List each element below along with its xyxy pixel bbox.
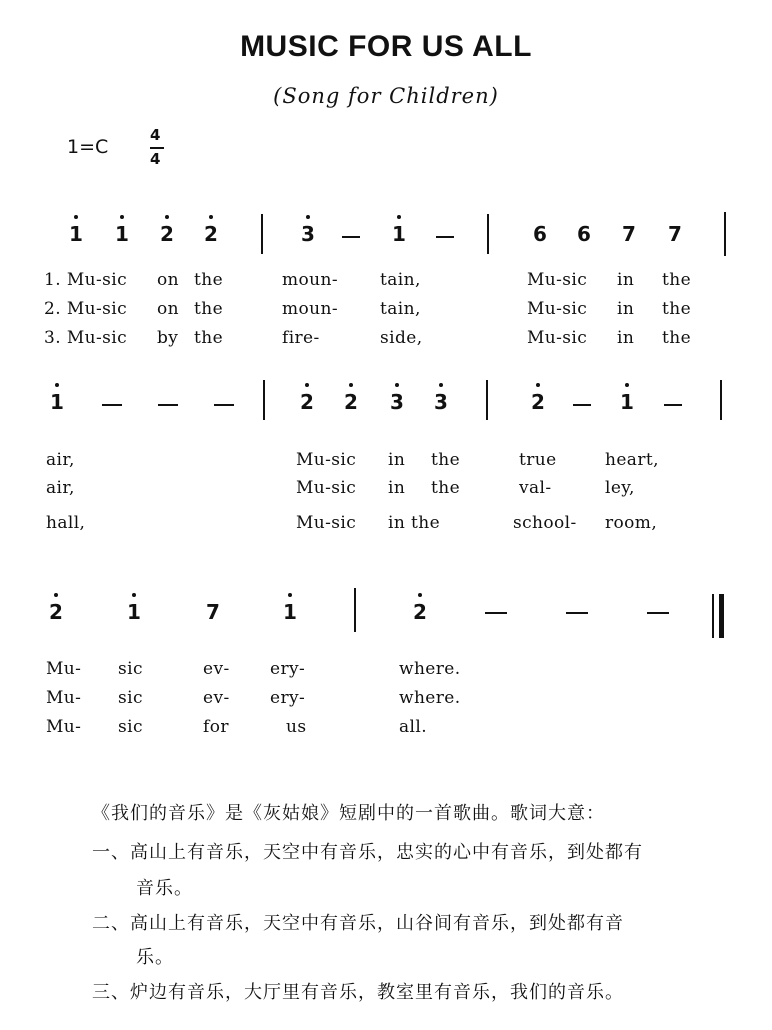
- note: 7: [206, 600, 220, 624]
- note-dash: [342, 236, 360, 238]
- barline: [486, 380, 488, 420]
- note-dash: [214, 404, 234, 406]
- note-dash: [566, 612, 588, 614]
- barline: [263, 380, 265, 420]
- note: 7: [622, 222, 636, 246]
- lyric-syllable: on: [157, 299, 179, 319]
- lyric-syllable: sic: [118, 659, 143, 679]
- lyric-syllable: the: [662, 299, 692, 319]
- notes-intro: 《我们的音乐》是《灰姑娘》短剧中的一首歌曲。歌词大意：: [92, 803, 605, 824]
- lyric-syllable: us: [286, 717, 307, 737]
- lyric-syllable: where.: [399, 688, 461, 708]
- note: 2: [527, 390, 549, 414]
- lyric-syllable: Mu-: [46, 717, 82, 737]
- lyric-syllable: Mu-sic: [296, 513, 357, 533]
- lyric-syllable: school-: [513, 513, 577, 533]
- note: 3: [297, 222, 319, 246]
- lyric-syllable: 3. Mu-sic: [44, 328, 128, 348]
- note: 3: [430, 390, 452, 414]
- barline: [261, 214, 263, 254]
- note-dash: [664, 404, 682, 406]
- note-dash: [158, 404, 178, 406]
- lyric-syllable: the: [662, 270, 692, 290]
- lyric-syllable: Mu-sic: [527, 270, 588, 290]
- lyric-syllable: in: [617, 328, 635, 348]
- lyric-syllable: all.: [399, 717, 428, 737]
- notes-verse-1: 一、高山上有音乐，天空中有音乐，忠实的心中有音乐，到处都有: [92, 842, 643, 863]
- note: 6: [577, 222, 591, 246]
- lyric-syllable: where.: [399, 659, 461, 679]
- lyric-syllable: sic: [118, 717, 143, 737]
- note: 7: [668, 222, 682, 246]
- barline: [720, 380, 722, 420]
- lyric-syllable: Mu-sic: [296, 450, 357, 470]
- lyric-syllable: 1. Mu-sic: [44, 270, 128, 290]
- barline: [724, 212, 726, 256]
- time-signature-top: 4: [150, 126, 161, 144]
- note: 1: [46, 390, 68, 414]
- lyric-syllable: moun-: [282, 270, 338, 290]
- lyric-syllable: Mu-sic: [527, 328, 588, 348]
- barline: [354, 588, 356, 632]
- lyric-syllable: fire-: [282, 328, 320, 348]
- lyric-syllable: Mu-sic: [527, 299, 588, 319]
- note: 1: [279, 600, 301, 624]
- notes-verse-3: 三、炉边有音乐，大厅里有音乐，教室里有音乐，我们的音乐。: [92, 982, 624, 1003]
- notes-verse-2-cont: 乐。: [136, 947, 174, 968]
- lyric-syllable: true: [519, 450, 557, 470]
- song-subtitle: (Song for Children): [273, 84, 499, 108]
- lyric-syllable: on: [157, 270, 179, 290]
- barline: [487, 214, 489, 254]
- note: 2: [409, 600, 431, 624]
- lyric-syllable: the: [431, 478, 461, 498]
- lyric-syllable: in: [388, 450, 406, 470]
- lyric-syllable: air,: [46, 478, 75, 498]
- lyric-syllable: Mu-sic: [296, 478, 357, 498]
- lyric-syllable: 2. Mu-sic: [44, 299, 128, 319]
- note: 2: [296, 390, 318, 414]
- final-barline-thick: [719, 594, 724, 638]
- lyric-syllable: by: [157, 328, 179, 348]
- note: 1: [65, 222, 87, 246]
- lyric-syllable: ev-: [203, 659, 230, 679]
- lyric-syllable: hall,: [46, 513, 86, 533]
- lyric-syllable: side,: [380, 328, 423, 348]
- note: 1: [111, 222, 133, 246]
- note: 1: [388, 222, 410, 246]
- lyric-syllable: in: [617, 299, 635, 319]
- lyric-syllable: Mu-: [46, 659, 82, 679]
- lyric-syllable: air,: [46, 450, 75, 470]
- lyric-syllable: in the: [388, 513, 441, 533]
- lyric-syllable: tain,: [380, 270, 421, 290]
- note: 1: [123, 600, 145, 624]
- lyric-syllable: room,: [605, 513, 658, 533]
- note-dash: [573, 404, 591, 406]
- lyric-syllable: tain,: [380, 299, 421, 319]
- lyric-syllable: heart,: [605, 450, 659, 470]
- lyric-syllable: moun-: [282, 299, 338, 319]
- lyric-syllable: the: [662, 328, 692, 348]
- lyric-syllable: the: [194, 299, 224, 319]
- note: 2: [340, 390, 362, 414]
- notes-verse-1-cont: 音乐。: [136, 878, 193, 899]
- note: 2: [200, 222, 222, 246]
- note-dash: [436, 236, 454, 238]
- lyric-syllable: ery-: [270, 688, 306, 708]
- lyric-syllable: the: [431, 450, 461, 470]
- note-dash: [647, 612, 669, 614]
- note: 1: [616, 390, 638, 414]
- note: 6: [533, 222, 547, 246]
- lyric-syllable: in: [388, 478, 406, 498]
- lyric-syllable: val-: [519, 478, 552, 498]
- note-dash: [102, 404, 122, 406]
- time-signature-divider: [150, 147, 164, 149]
- lyric-syllable: ev-: [203, 688, 230, 708]
- time-signature-bottom: 4: [150, 150, 161, 168]
- lyric-syllable: ery-: [270, 659, 306, 679]
- note: 3: [386, 390, 408, 414]
- notes-verse-2: 二、高山上有音乐，天空中有音乐，山谷间有音乐，到处都有音: [92, 913, 624, 934]
- note: 2: [45, 600, 67, 624]
- lyric-syllable: Mu-: [46, 688, 82, 708]
- song-title: MUSIC FOR US ALL: [240, 30, 532, 63]
- key-signature: 1=C: [67, 136, 109, 158]
- lyric-syllable: for: [203, 717, 229, 737]
- note-dash: [485, 612, 507, 614]
- lyric-syllable: the: [194, 328, 224, 348]
- lyric-syllable: ley,: [605, 478, 635, 498]
- lyric-syllable: in: [617, 270, 635, 290]
- lyric-syllable: sic: [118, 688, 143, 708]
- final-barline-thin: [712, 594, 714, 638]
- note: 2: [156, 222, 178, 246]
- lyric-syllable: the: [194, 270, 224, 290]
